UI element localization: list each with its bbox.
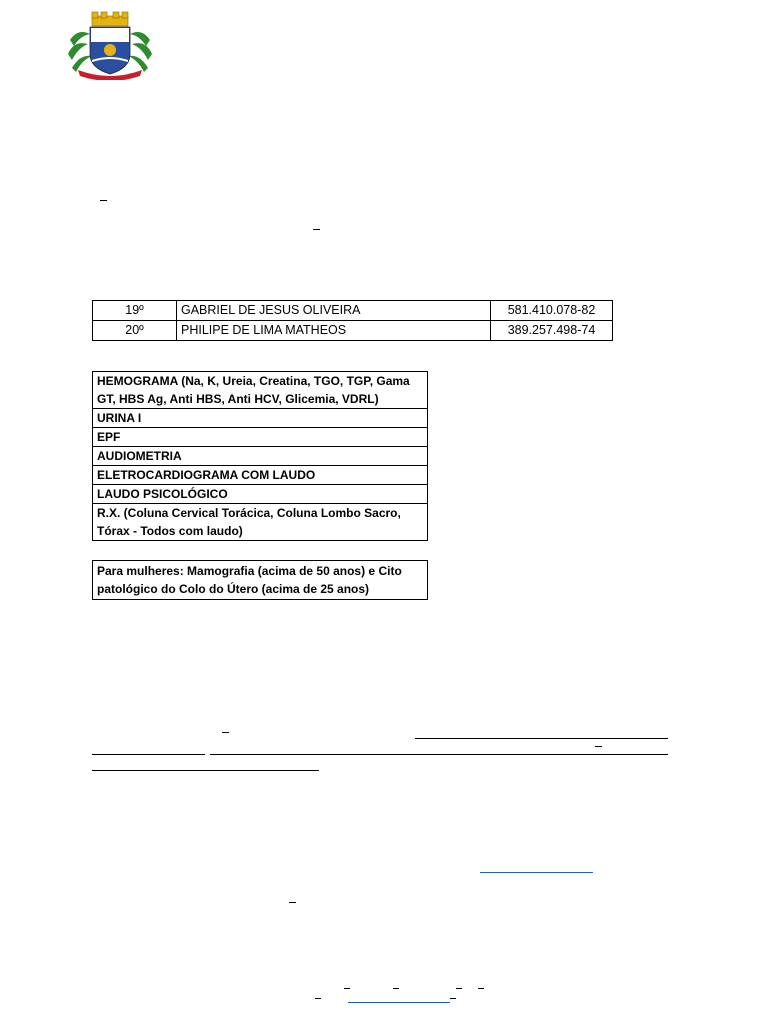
exam-item: LAUDO PSICOLÓGICO bbox=[93, 485, 428, 504]
table-row bbox=[93, 485, 428, 504]
table-row bbox=[93, 372, 428, 409]
candidate-name: PHILIPE DE LIMA MATHEOS bbox=[177, 321, 491, 341]
table-row bbox=[93, 428, 428, 447]
table-row bbox=[93, 466, 428, 485]
exam-item: R.X. (Coluna Cervical Torácica, Coluna Lombo Sacro, Tórax - Todos com laudo) bbox=[93, 504, 428, 541]
exam-item: AUDIOMETRIA bbox=[93, 447, 428, 466]
exam-item: EPF bbox=[93, 428, 428, 447]
candidate-cpf: 389.257.498-74 bbox=[491, 321, 613, 341]
exams-table bbox=[92, 371, 428, 541]
exam-item: ELETROCARDIOGRAMA COM LAUDO bbox=[93, 466, 428, 485]
table-row bbox=[93, 409, 428, 428]
candidate-position: 20º bbox=[93, 321, 177, 341]
candidate-name: GABRIEL DE JESUS OLIVEIRA bbox=[177, 301, 491, 321]
exam-item: HEMOGRAMA (Na, K, Ureia, Creatina, TGO, TGP, Gama GT, HBS Ag, Anti HBS, Anti HCV, Glicemia, VDRL) bbox=[93, 372, 428, 409]
municipal-crest-icon bbox=[64, 10, 156, 80]
email-link-underline[interactable] bbox=[480, 872, 593, 873]
table-row bbox=[93, 301, 613, 321]
candidate-position: 19º bbox=[93, 301, 177, 321]
candidate-cpf: 581.410.078-82 bbox=[491, 301, 613, 321]
exam-item: URINA I bbox=[93, 409, 428, 428]
table-row bbox=[93, 504, 428, 541]
website-link-underline[interactable] bbox=[348, 1002, 450, 1003]
women-exams-note: Para mulheres: Mamografia (acima de 50 anos) e Cito patológico do Colo do Útero (acima de 25 anos) bbox=[92, 560, 428, 600]
table-row bbox=[93, 321, 613, 341]
candidates-table bbox=[92, 300, 613, 341]
table-row bbox=[93, 447, 428, 466]
